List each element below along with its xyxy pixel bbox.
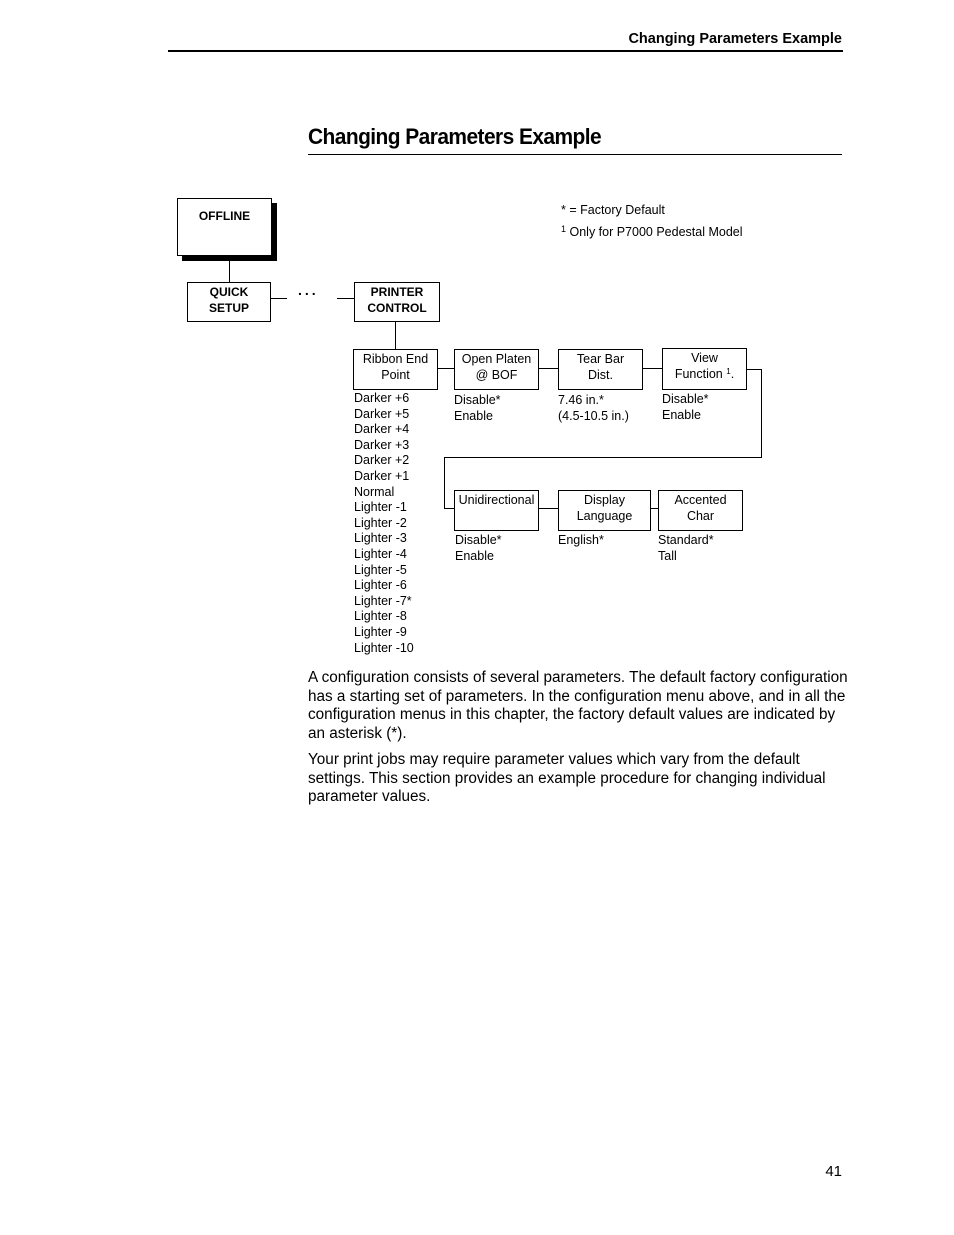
value-item: Standard* — [658, 533, 714, 547]
connector-tearbar-view — [643, 368, 662, 369]
tear-bar-values — [558, 393, 629, 424]
quick-setup-box — [187, 282, 271, 322]
offline-label: OFFLINE — [198, 209, 251, 223]
connector-ribbon-platen — [438, 368, 454, 369]
value-item: Lighter -3 — [354, 531, 407, 546]
body-paragraph-1: A configuration consists of several parameters. The default factory configuration has a starting set of parameters. In the configuration menu above, and in all the configuration menus in this chapter, the factory default values are indicated by an asterisk (*). — [308, 669, 848, 743]
value-item: Lighter -2 — [354, 515, 407, 530]
header-rule — [168, 50, 843, 52]
connector-quicksetup-dots — [271, 298, 287, 299]
display-language-label-2: Language — [576, 508, 633, 523]
ribbon-end-point-box — [353, 349, 438, 390]
connector-display-accented — [651, 508, 658, 509]
printer-control-box — [354, 282, 440, 322]
view-function-label-2 — [663, 367, 746, 383]
accented-char-label-2: Char — [686, 508, 715, 523]
body-paragraph-2: Your print jobs may require parameter values which vary from the default settings. This section provides an example procedure for changing individual parameter values. — [308, 751, 826, 806]
footnote-mark: 1 — [561, 224, 567, 234]
connector-wrap-into-unidirectional — [444, 508, 454, 509]
connector-wrap-right — [747, 369, 762, 370]
value-item: Tall — [658, 548, 677, 563]
open-platen-box — [454, 349, 539, 390]
connector-platen-tearbar — [539, 368, 558, 369]
connector-wrap-down — [761, 369, 762, 458]
value-item: Disable* — [454, 393, 501, 407]
value-item: Enable — [662, 407, 701, 422]
value-item: Lighter -10 — [354, 640, 414, 655]
page-number: 41 — [825, 1163, 842, 1180]
tear-bar-box — [558, 349, 643, 390]
value-item: Enable — [455, 548, 494, 563]
connector-unidirectional-display — [539, 508, 558, 509]
connector-printercontrol-ribbon — [395, 322, 396, 349]
value-item: Normal — [354, 484, 395, 499]
section-title-rule — [308, 154, 842, 155]
value-item: Darker +2 — [354, 453, 410, 468]
accented-char-box — [658, 490, 743, 531]
value-item: Lighter -5 — [354, 562, 407, 577]
tear-bar-label-2: Dist. — [588, 367, 613, 382]
printer-control-label-2: CONTROL — [367, 300, 427, 315]
view-function-footnote-mark: 1 — [726, 366, 731, 376]
value-item: Disable* — [455, 533, 502, 547]
view-function-box — [662, 348, 747, 390]
legend-factory-default: * = Factory Default — [561, 203, 665, 217]
value-item: English* — [558, 533, 604, 547]
open-platen-label-1: Open Platen — [461, 352, 532, 366]
value-item: Darker +3 — [354, 437, 410, 452]
open-platen-values — [454, 393, 501, 424]
value-item: Darker +5 — [354, 406, 410, 421]
value-item: Lighter -4 — [354, 546, 407, 561]
quick-setup-label-2: SETUP — [208, 300, 249, 315]
accented-char-values — [658, 533, 714, 564]
connector-offline-quicksetup — [229, 261, 230, 282]
value-item: (4.5-10.5 in.) — [558, 408, 629, 423]
display-language-box — [558, 490, 651, 531]
accented-char-label-1: Accented — [674, 493, 727, 507]
running-header-title: Changing Parameters Example — [628, 31, 842, 47]
display-language-values — [558, 533, 604, 549]
unidirectional-box — [454, 490, 539, 531]
ribbon-end-point-label-1: Ribbon End — [362, 352, 429, 366]
footnote-text: Only for P7000 Pedestal Model — [566, 225, 743, 239]
connector-dots-printercontrol — [337, 298, 354, 299]
value-item: Lighter -1 — [354, 500, 407, 515]
section-title: Changing Parameters Example — [308, 124, 602, 149]
value-item: 7.46 in.* — [558, 393, 604, 407]
value-item: Darker +1 — [354, 468, 410, 483]
unidirectional-label: Unidirectional — [458, 493, 535, 507]
value-item: Lighter -6 — [354, 578, 407, 593]
open-platen-label-2: @ BOF — [475, 367, 518, 382]
value-item: Lighter -8 — [354, 609, 407, 624]
view-function-label-2-text: Function — [674, 366, 727, 381]
view-function-values — [662, 392, 709, 423]
quick-setup-label-1: QUICK — [209, 285, 249, 299]
connector-wrap-down-left — [444, 457, 445, 509]
legend-footnote — [561, 225, 743, 240]
offline-box — [177, 198, 272, 256]
value-item: Enable — [454, 408, 493, 423]
value-item: Darker +6 — [354, 391, 410, 405]
ribbon-end-point-label-2: Point — [381, 367, 410, 382]
view-function-label-2-end: . — [730, 366, 735, 381]
value-item: Lighter -9 — [354, 624, 407, 639]
tear-bar-label-1: Tear Bar — [576, 352, 625, 366]
unidirectional-values — [455, 533, 502, 564]
ribbon-end-point-values — [354, 391, 414, 656]
view-function-label-1: View — [691, 351, 718, 365]
value-item: Disable* — [662, 392, 709, 406]
value-item: Lighter -7* — [354, 593, 412, 608]
display-language-label-1: Display — [584, 493, 625, 507]
printer-control-label-1: PRINTER — [370, 285, 424, 299]
value-item: Darker +4 — [354, 422, 410, 437]
ellipsis: ... — [298, 282, 319, 298]
connector-wrap-across — [444, 457, 762, 458]
